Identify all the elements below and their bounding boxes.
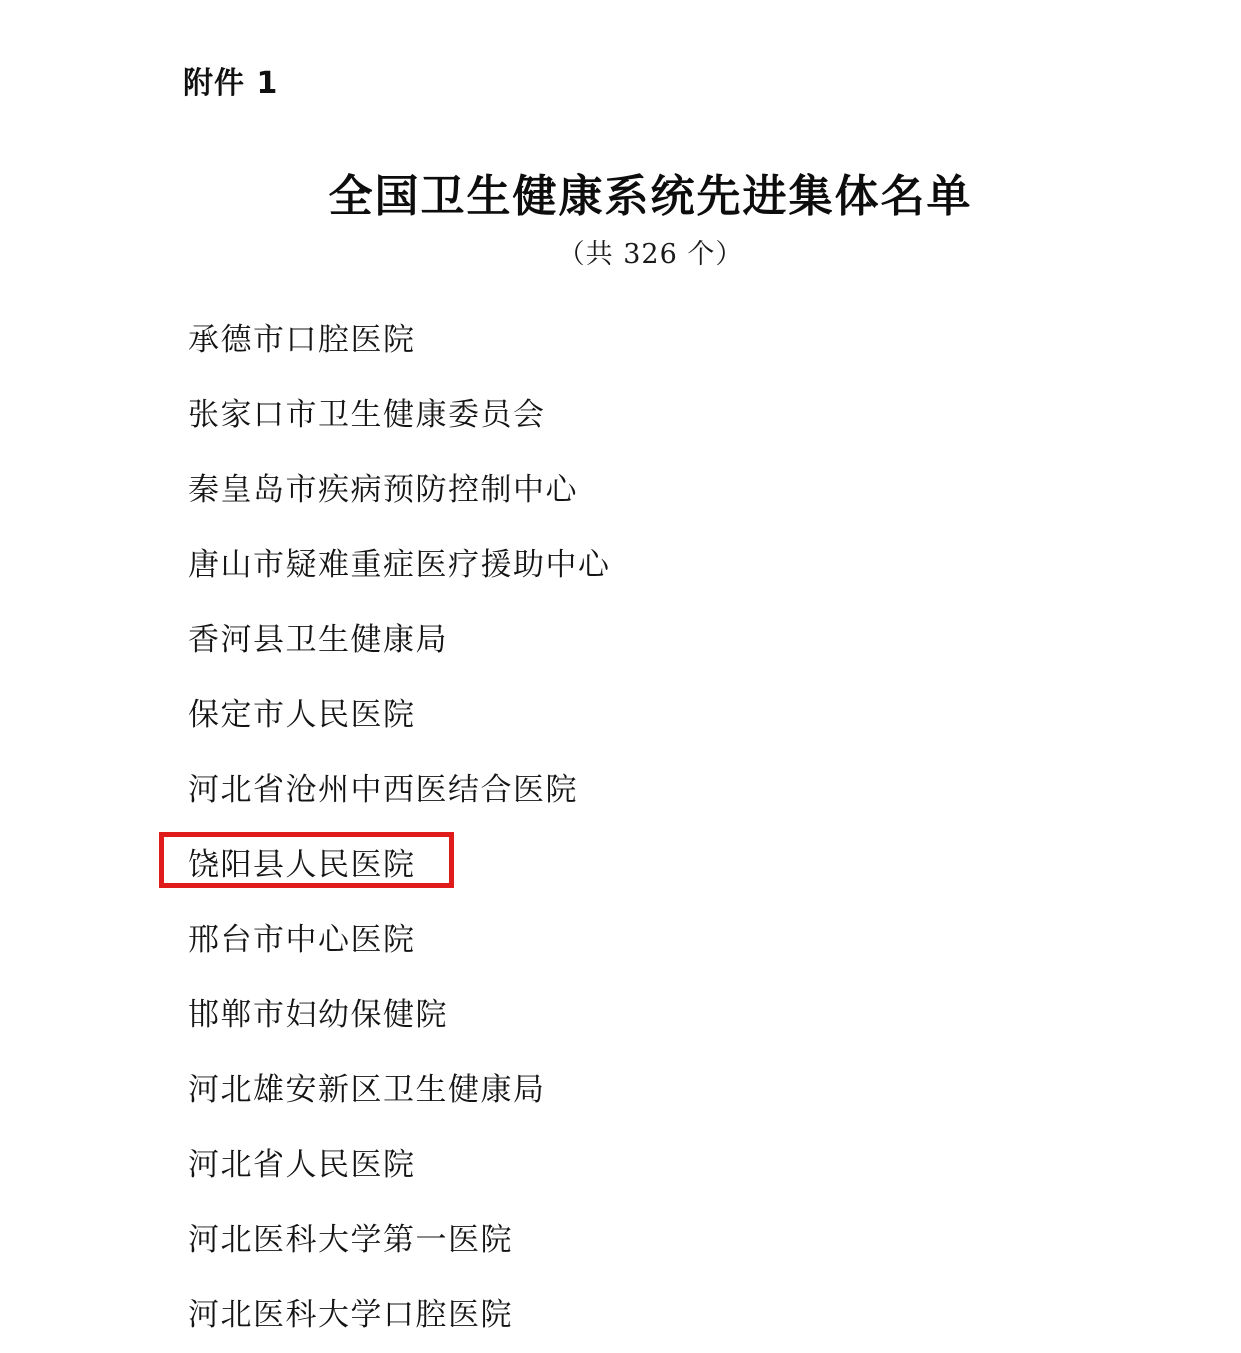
list-item [188, 453, 1088, 528]
list-item-label: 承德市口腔医院 [188, 322, 416, 358]
list-item [188, 978, 1088, 1053]
list-item-label: 邯郸市妇幼保健院 [188, 997, 448, 1033]
list-item [188, 828, 1088, 903]
collective-name-list [188, 303, 1088, 1353]
list-item-label: 河北省人民医院 [188, 1147, 416, 1183]
list-item [188, 1203, 1088, 1278]
list-item-label: 河北医科大学第一医院 [188, 1222, 513, 1258]
list-item [188, 1278, 1088, 1353]
list-item [188, 753, 1088, 828]
list-item-label: 唐山市疑难重症医疗援助中心 [188, 547, 611, 583]
list-item [188, 903, 1088, 978]
list-item [188, 378, 1088, 453]
page-title: 全国卫生健康系统先进集体名单 [328, 171, 973, 222]
list-item [188, 603, 1088, 678]
list-item [188, 303, 1088, 378]
list-item [188, 1128, 1088, 1203]
list-item-label: 香河县卫生健康局 [188, 622, 448, 658]
list-item-label: 保定市人民医院 [188, 697, 416, 733]
list-item-label: 河北医科大学口腔医院 [188, 1297, 513, 1333]
list-item [188, 528, 1088, 603]
list-item-label: 饶阳县人民医院 [188, 847, 416, 883]
list-item [188, 1053, 1088, 1128]
list-item-label: 河北雄安新区卫生健康局 [188, 1072, 546, 1108]
list-item-label: 秦皇岛市疾病预防控制中心 [188, 472, 578, 508]
list-item-label: 邢台市中心医院 [188, 922, 416, 958]
list-item-label: 河北省沧州中西医结合医院 [188, 772, 578, 808]
page-subtitle-count: （共 326 个） [557, 239, 744, 270]
attachment-label: 附件 1 [183, 66, 279, 101]
list-item [188, 678, 1088, 753]
list-item-label: 张家口市卫生健康委员会 [188, 397, 546, 433]
